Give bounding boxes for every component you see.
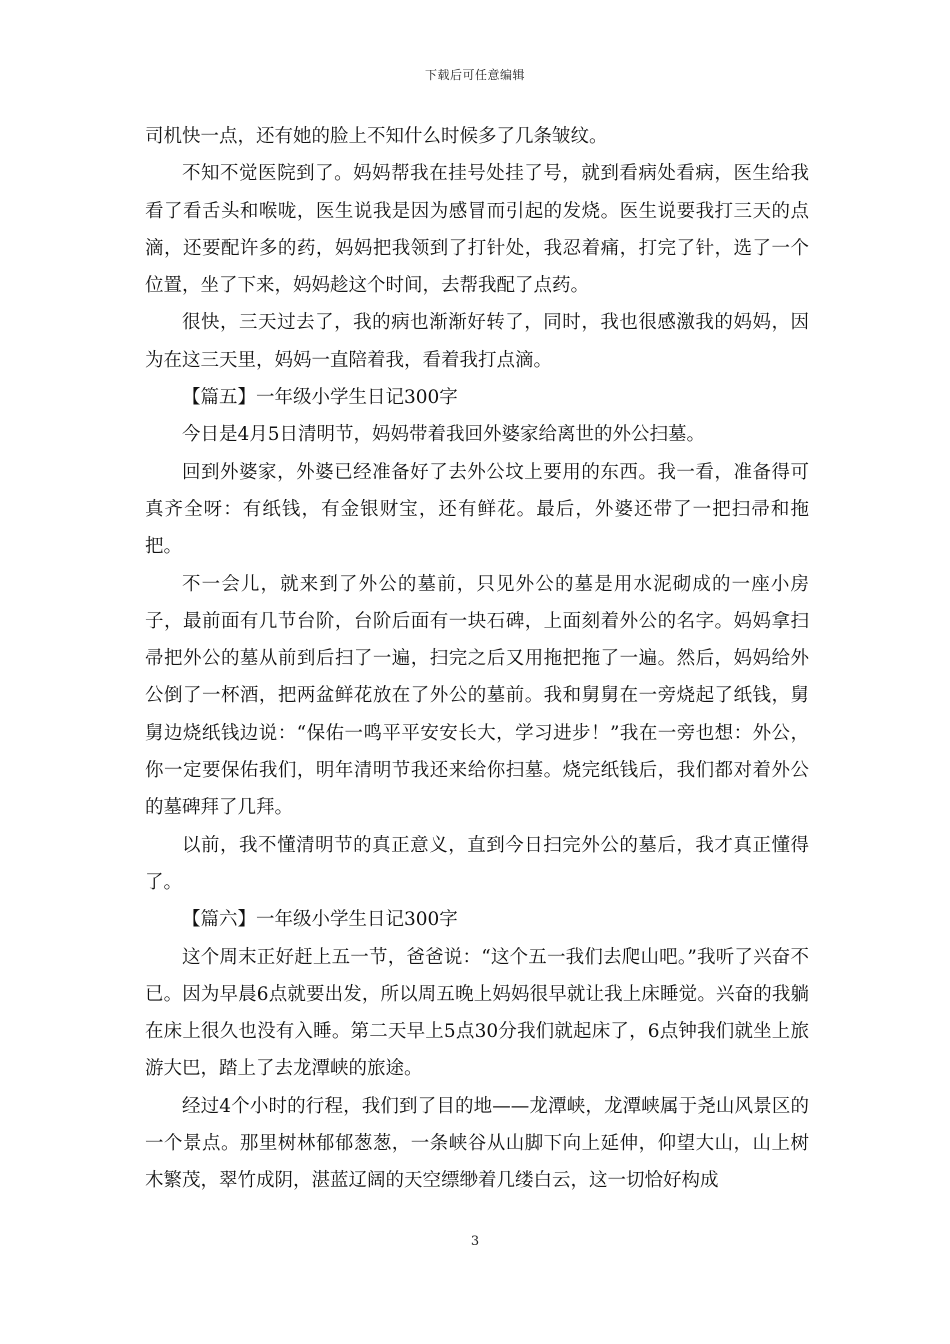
page-number: 3 — [470, 1234, 480, 1249]
paragraph: 今日是4月5日清明节，妈妈带着我回外婆家给离世的外公扫墓。 — [182, 424, 706, 446]
section-heading: 【篇五】一年级小学生日记300字 — [182, 387, 458, 409]
paragraph: 不知不觉医院到了。妈妈帮我在挂号处挂了号，就到看病处看病，医生给我看了看舌头和喉咙，医生说我是因为感冒而引起的发烧。医生说要我打三天的点滴，还要配许多的药，妈妈把我领到了打针处，我忍着痛，打完了针，选了一个位置，坐了下来，妈妈趁这个时间，去帮我配了点药。 — [145, 163, 809, 297]
paragraph: 不一会儿，就来到了外公的墓前，只见外公的墓是用水泥砌成的一座小房子，最前面有几节台阶，台阶后面有一块石碑，上面刻着外公的名字。妈妈拿扫帚把外公的墓从前到后扫了一遍，扫完之后又用拖把拖了一遍。然后，妈妈给外公倒了一杯酒，把两盆鲜花放在了外公的墓前。我和舅舅在一旁烧起了纸钱，舅舅边烧纸钱边说：“保佑一鸣平平安安长大，学习进步！”我在一旁也想：外公，你一定要保佑我们，明年清明节我还来给你扫墓。烧完纸钱后，我们都对着外公的墓碑拜了几拜。 — [145, 573, 809, 819]
paragraph: 司机快一点，还有她的脸上不知什么时候多了几条皱纹。 — [145, 126, 608, 147]
page-header: 下载后可任意编辑 — [424, 68, 525, 82]
paragraph: 经过4个小时的行程，我们到了目的地——龙潭峡，龙潭峡属于尧山风景区的一个景点。那里树林郁郁葱葱，一条峡谷从山脚下向上延伸，仰望大山，山上树木繁茂，翠竹成阴，湛蓝辽阔的天空缥缈着几缕白云，这一切恰好构成 — [145, 1095, 809, 1192]
section-heading: 【篇六】一年级小学生日记300字 — [182, 909, 458, 931]
paragraph: 回到外婆家，外婆已经准备好了去外公坟上要用的东西。我一看，准备得可真齐全呀：有纸钱，有金银财宝，还有鲜花。最后，外婆还带了一把扫帚和拖把。 — [145, 461, 809, 558]
paragraph: 以前，我不懂清明节的真正意义，直到今日扫完外公的墓后，我才真正懂得了。 — [145, 834, 809, 893]
document-body — [145, 118, 809, 1200]
paragraph: 这个周末正好赶上五一节，爸爸说：“这个五一我们去爬山吧。”我听了兴奋不已。因为早晨6点就要出发，所以周五晚上妈妈很早就让我上床睡觉。兴奋的我躺在床上很久也没有入睡。第二天早上5点30分我们就起床了，6点钟我们就坐上旅游大巴，踏上了去龙潭峡的旅途。 — [145, 946, 809, 1080]
paragraph: 很快，三天过去了，我的病也渐渐好转了，同时，我也很感激我的妈妈，因为在这三天里，妈妈一直陪着我，看着我打点滴。 — [145, 312, 809, 371]
